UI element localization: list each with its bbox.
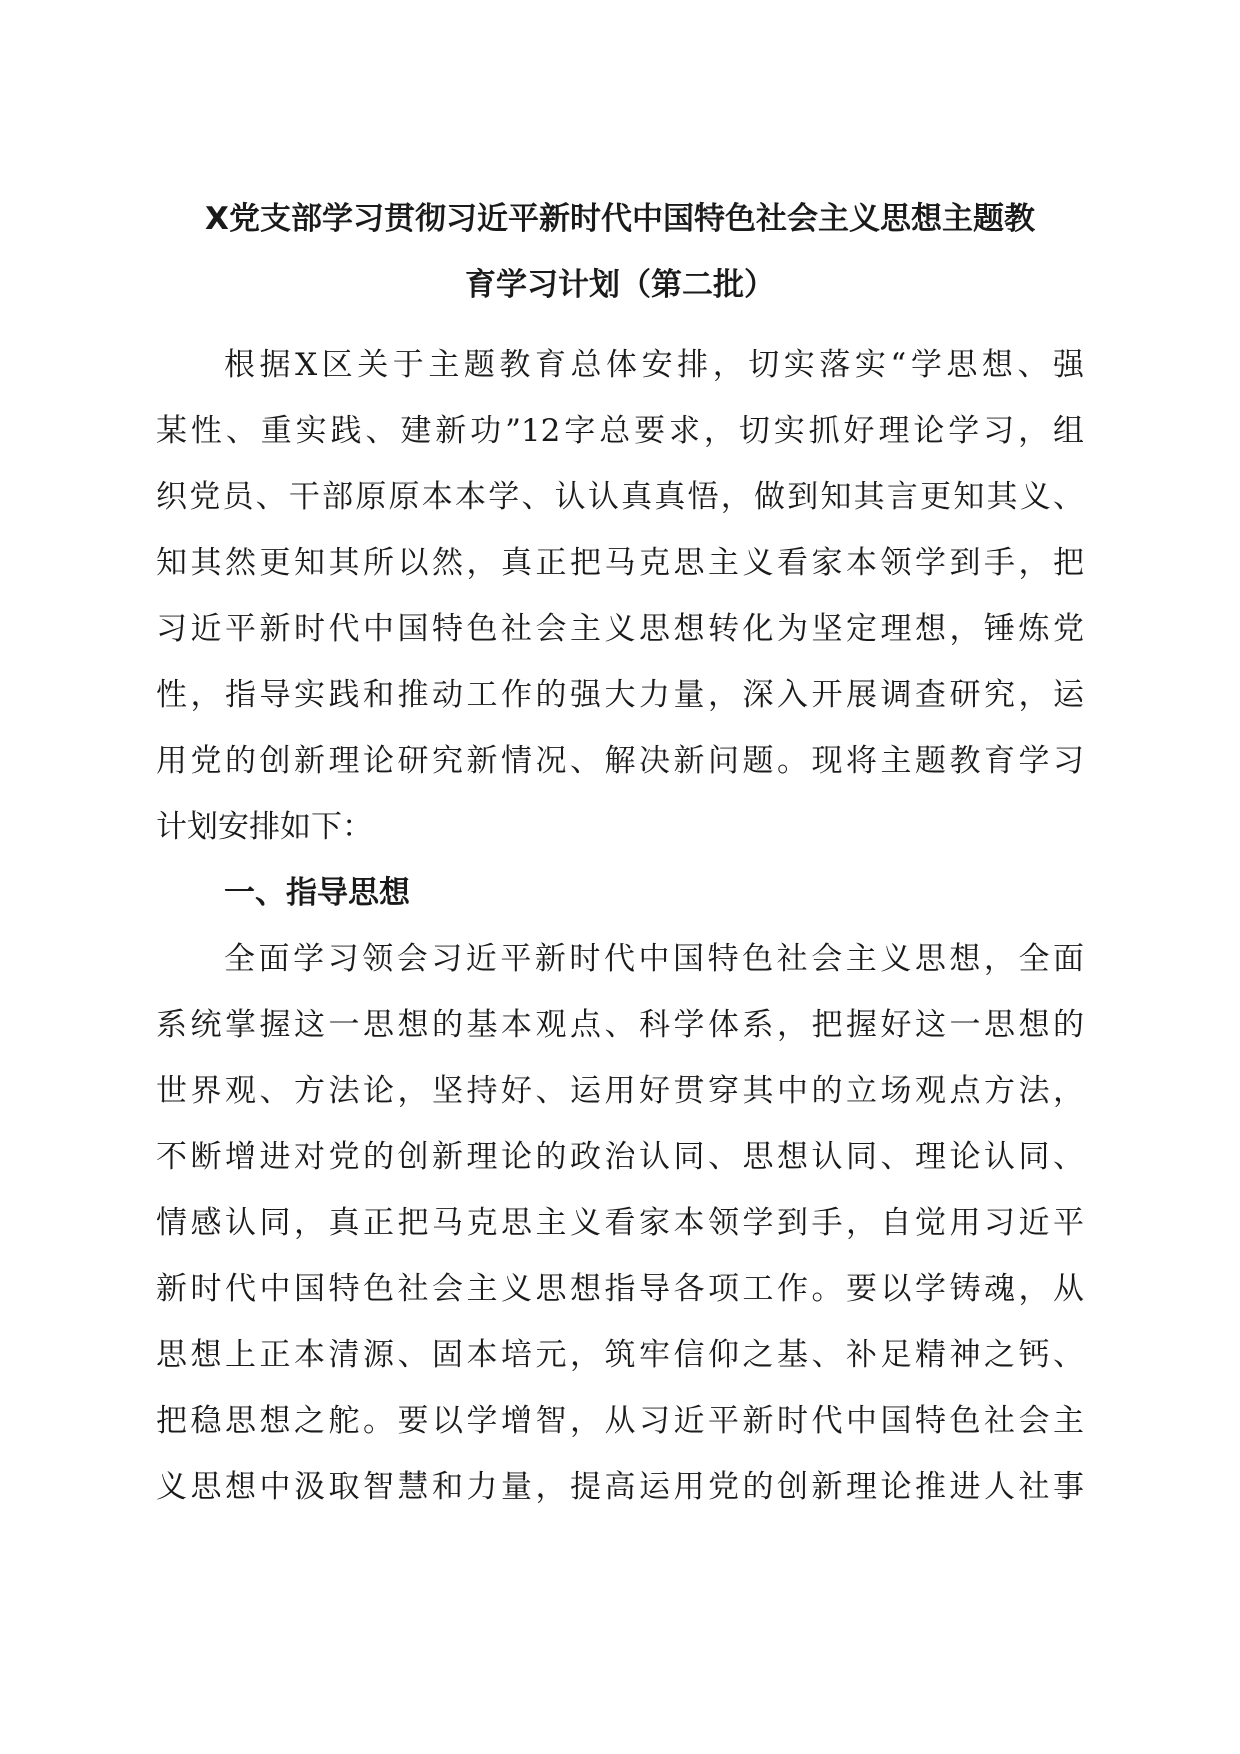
paragraph-line: 新时代中国特色社会主义思想指导各项工作。要以学铸魂，从 [156, 1271, 1084, 1307]
paragraph-line: 世界观、方法论，坚持好、运用好贯穿其中的立场观点方法， [156, 1073, 1084, 1109]
paragraph-line: 全面学习领会习近平新时代中国特色社会主义思想，全面 [224, 941, 1084, 977]
paragraph-line: 织党员、干部原原本本学、认认真真悟，做到知其言更知其义、 [156, 479, 1084, 515]
paragraph-line: 知其然更知其所以然，真正把马克思主义看家本领学到手，把 [156, 545, 1084, 581]
section-heading: 一、指导思想 [224, 875, 410, 911]
paragraph-line: 把稳思想之舵。要以学增智，从习近平新时代中国特色社会主 [156, 1403, 1084, 1439]
paragraph-line: 某性、重实践、建新功”12字总要求，切实抓好理论学习，组 [156, 413, 1084, 449]
paragraph-line: 习近平新时代中国特色社会主义思想转化为坚定理想，锤炼党 [156, 611, 1084, 647]
paragraph-line: 系统掌握这一思想的基本观点、科学体系，把握好这一思想的 [156, 1007, 1084, 1043]
document-title [140, 186, 1100, 318]
paragraph-line: 性，指导实践和推动工作的强大力量，深入开展调查研究，运 [156, 677, 1084, 713]
paragraph-line: 计划安排如下： [156, 809, 373, 845]
intro-paragraph [156, 332, 1084, 860]
paragraph-line: 义思想中汲取智慧和力量，提高运用党的创新理论推进人社事 [156, 1469, 1084, 1505]
paragraph-line: 情感认同，真正把马克思主义看家本领学到手，自觉用习近平 [156, 1205, 1084, 1241]
title-line-1: X党支部学习贯彻习近平新时代中国特色社会主义思想主题教 [205, 201, 1035, 237]
paragraph-line: 用党的创新理论研究新情况、解决新问题。现将主题教育学习 [156, 743, 1084, 779]
paragraph-line: 根据X区关于主题教育总体安排，切实落实“学思想、强 [224, 347, 1084, 383]
section-paragraph [156, 926, 1084, 1520]
title-line-2: 育学习计划（第二批） [465, 267, 775, 303]
document-body [156, 332, 1084, 1520]
paragraph-line: 不断增进对党的创新理论的政治认同、思想认同、理论认同、 [156, 1139, 1084, 1175]
paragraph-line: 思想上正本清源、固本培元，筑牢信仰之基、补足精神之钙、 [156, 1337, 1084, 1373]
